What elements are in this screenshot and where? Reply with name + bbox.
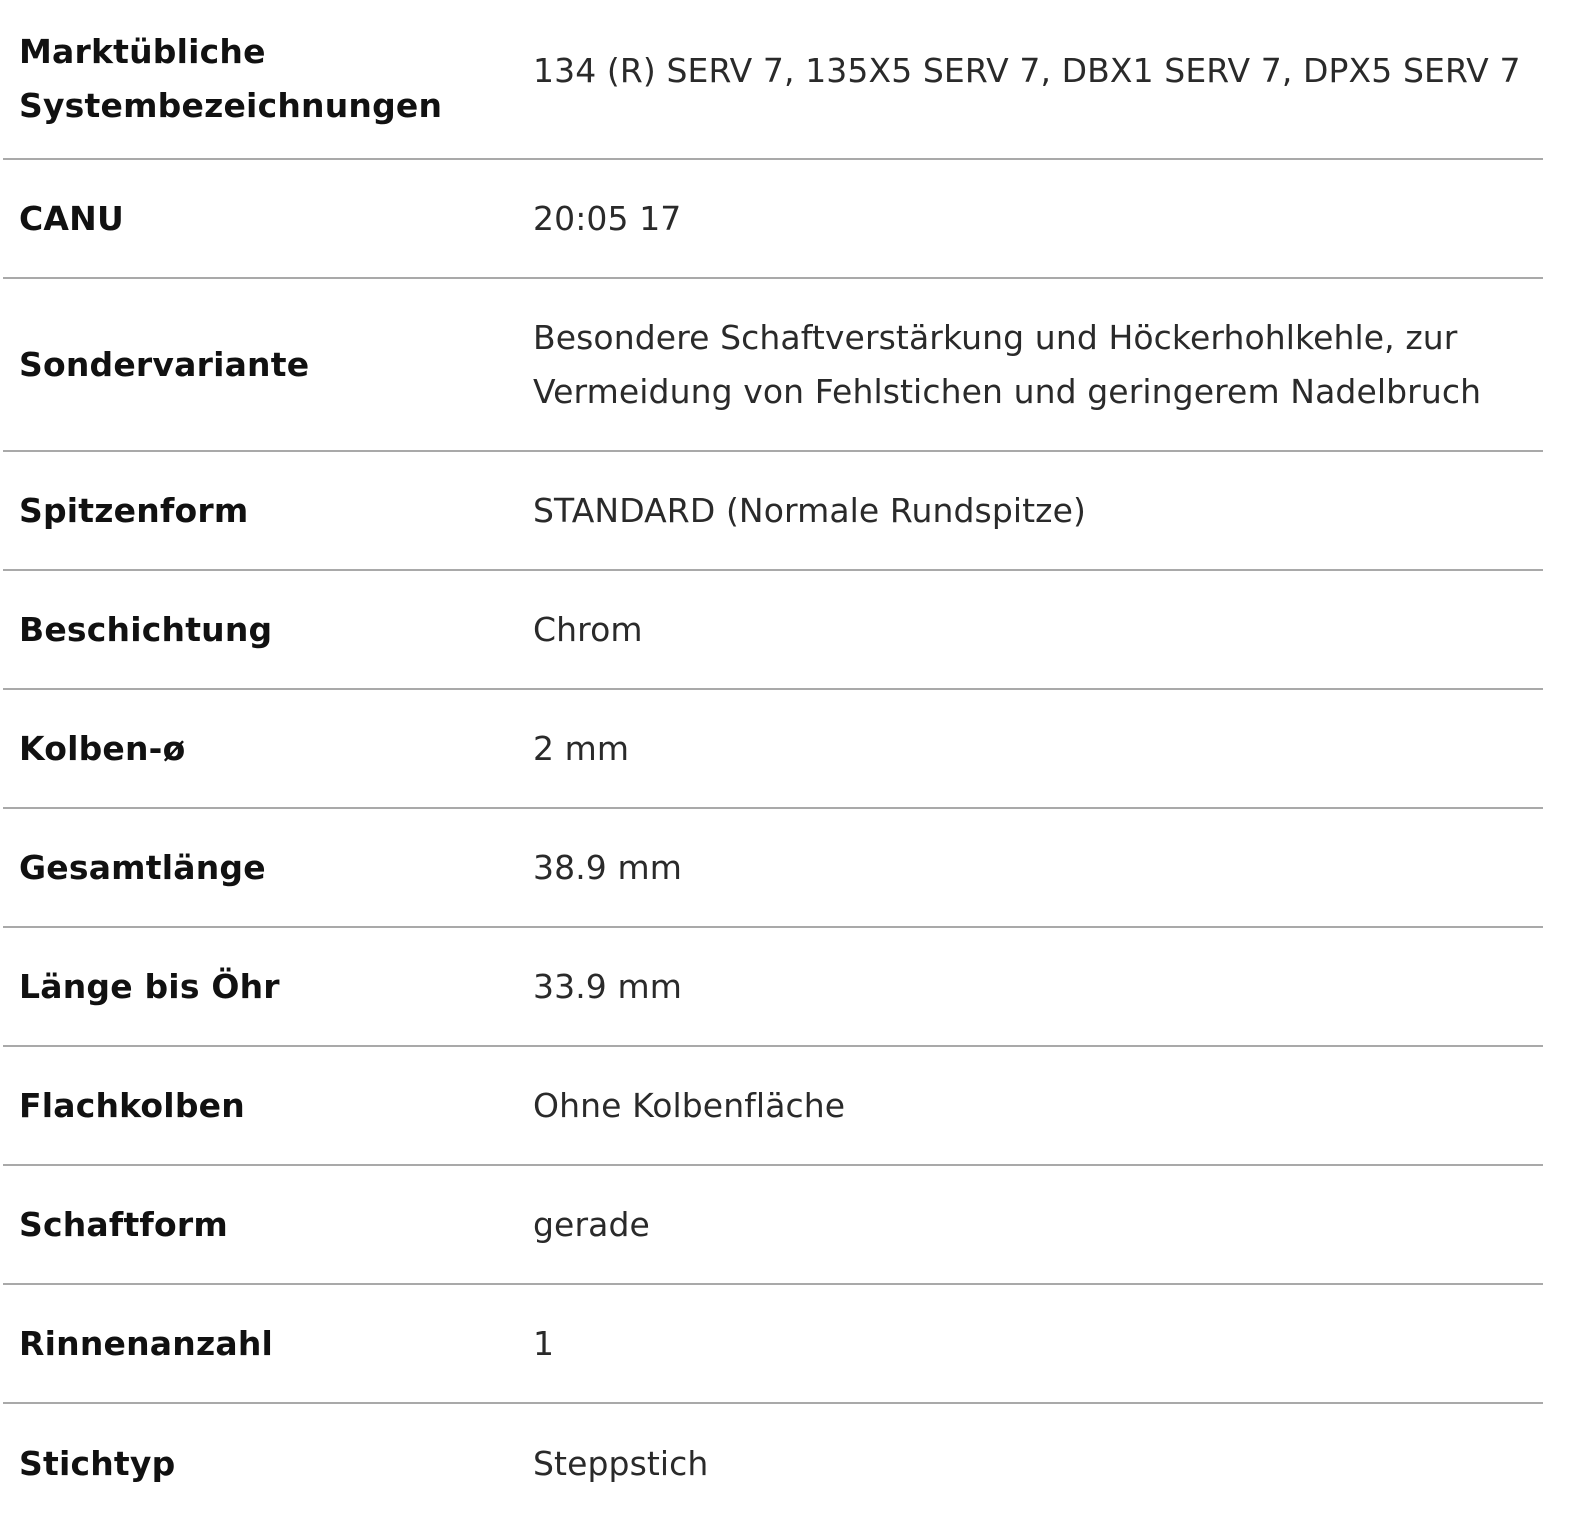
spec-value: gerade — [533, 1204, 650, 1244]
spec-label: Marktübliche Systembezeichnungen — [19, 32, 443, 125]
spec-value: STANDARD (Normale Rundspitze) — [533, 490, 1086, 530]
spec-label: Rinnenanzahl — [19, 1323, 274, 1363]
spec-row-point-shape — [3, 452, 1543, 571]
spec-row-shank-diameter — [3, 690, 1543, 809]
spec-row-groove-count — [3, 1285, 1543, 1404]
spec-row-canu — [3, 160, 1543, 279]
spec-label: Beschichtung — [19, 609, 273, 649]
spec-row-length-to-eye — [3, 928, 1543, 1047]
spec-label: Spitzenform — [19, 490, 249, 530]
spec-label: Schaftform — [19, 1204, 228, 1244]
spec-row-coating — [3, 571, 1543, 690]
spec-value: 1 — [533, 1323, 555, 1363]
spec-label: Sondervariante — [19, 344, 310, 384]
spec-label: CANU — [19, 198, 124, 238]
spec-row-system-names — [3, 0, 1543, 160]
spec-row-blade-shape — [3, 1166, 1543, 1285]
spec-label: Kolben-ø — [19, 728, 186, 768]
spec-value: Chrom — [533, 609, 643, 649]
spec-label: Länge bis Öhr — [19, 966, 280, 1006]
spec-value: Besondere Schaftverstärkung und Höckerhohlkehle, zur Vermeidung von Fehlstichen und geringerem Nadelbruch — [533, 317, 1482, 411]
spec-value: 20:05 17 — [533, 198, 682, 238]
product-spec-table — [3, 0, 1543, 1523]
spec-row-total-length — [3, 809, 1543, 928]
spec-label: Stichtyp — [19, 1443, 176, 1483]
spec-row-flat-shank — [3, 1047, 1543, 1166]
spec-value: 38.9 mm — [533, 847, 682, 887]
spec-value: 2 mm — [533, 728, 630, 768]
spec-row-stitch-type — [3, 1404, 1543, 1523]
spec-row-special-variant — [3, 279, 1543, 452]
spec-value: 134 (R) SERV 7, 135X5 SERV 7, DBX1 SERV 7, DPX5 SERV 7 — [533, 51, 1521, 90]
spec-label: Gesamtlänge — [19, 847, 266, 887]
spec-value: Steppstich — [533, 1443, 709, 1483]
spec-label: Flachkolben — [19, 1085, 245, 1125]
spec-value: Ohne Kolbenfläche — [533, 1085, 846, 1125]
spec-value: 33.9 mm — [533, 966, 682, 1006]
